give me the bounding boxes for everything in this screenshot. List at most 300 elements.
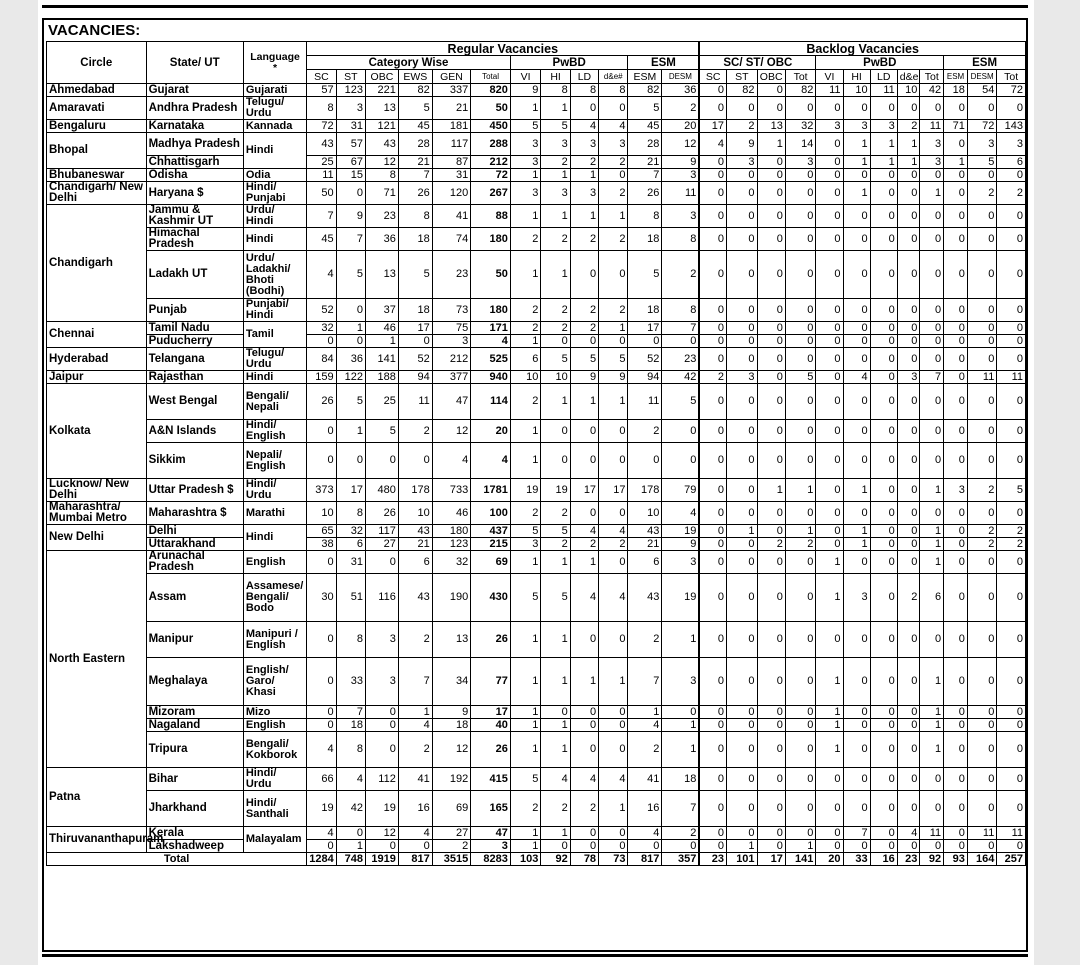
value-cell: 0: [816, 169, 843, 182]
circle-cell: Thiruvananthapuram: [47, 827, 147, 853]
value-cell: 3: [870, 120, 897, 133]
value-cell: 1: [662, 719, 699, 732]
value-cell: 0: [967, 348, 996, 371]
value-cell: 0: [897, 251, 920, 299]
value-cell: 0: [816, 205, 843, 228]
value-cell: 1: [785, 525, 816, 538]
value-cell: 7: [662, 322, 699, 335]
state-cell: Uttar Pradesh $: [146, 479, 243, 502]
table-row: [47, 169, 1026, 182]
value-cell: 0: [785, 502, 816, 525]
value-cell: 0: [757, 251, 785, 299]
value-cell: 0: [997, 205, 1026, 228]
value-cell: 72: [997, 84, 1026, 97]
value-cell: 0: [843, 420, 870, 443]
value-cell: 1: [727, 525, 758, 538]
circle-cell: North Eastern: [47, 551, 147, 768]
value-cell: 1: [870, 156, 897, 169]
value-cell: 2: [599, 182, 628, 205]
value-cell: 212: [471, 156, 511, 169]
value-cell: 4: [843, 371, 870, 384]
value-cell: 0: [816, 384, 843, 420]
value-cell: 1: [785, 840, 816, 853]
value-cell: 5: [541, 574, 570, 622]
value-cell: 69: [471, 551, 511, 574]
value-cell: 4: [897, 827, 920, 840]
value-cell: 43: [307, 133, 336, 156]
value-cell: 79: [662, 479, 699, 502]
value-cell: 0: [897, 205, 920, 228]
value-cell: 1: [336, 322, 365, 335]
value-cell: 0: [944, 384, 968, 420]
value-cell: 0: [967, 840, 996, 853]
value-cell: 7: [843, 827, 870, 840]
state-cell: Bihar: [146, 768, 243, 791]
value-cell: 165: [471, 791, 511, 827]
subheader-reg-5: Total: [471, 70, 511, 84]
value-cell: 1: [541, 827, 570, 840]
value-cell: 0: [997, 732, 1026, 768]
value-cell: 0: [785, 228, 816, 251]
value-cell: 0: [699, 299, 726, 322]
value-cell: 0: [699, 322, 726, 335]
value-cell: 0: [997, 228, 1026, 251]
language-cell: Hindi/ Urdu: [243, 479, 306, 502]
value-cell: 0: [997, 384, 1026, 420]
value-cell: 0: [699, 574, 726, 622]
value-cell: 0: [727, 479, 758, 502]
value-cell: 6: [628, 551, 662, 574]
value-cell: 18: [628, 299, 662, 322]
value-cell: 8: [599, 84, 628, 97]
value-cell: 0: [599, 169, 628, 182]
table-row: [47, 502, 1026, 525]
value-cell: 5: [628, 251, 662, 299]
value-cell: 0: [699, 443, 726, 479]
state-cell: Maharashtra $: [146, 502, 243, 525]
value-cell: 7: [628, 169, 662, 182]
value-cell: 0: [816, 502, 843, 525]
value-cell: 1: [510, 169, 541, 182]
value-cell: 1: [628, 706, 662, 719]
language-cell: Mizo: [243, 706, 306, 719]
table-row: [47, 719, 1026, 732]
total-value-cell: 23: [897, 853, 920, 866]
value-cell: 0: [398, 335, 432, 348]
value-cell: 13: [366, 251, 399, 299]
value-cell: 0: [870, 706, 897, 719]
value-cell: 0: [967, 791, 996, 827]
value-cell: 2: [662, 251, 699, 299]
value-cell: 0: [757, 732, 785, 768]
value-cell: 0: [870, 732, 897, 768]
language-cell: Hindi/ Punjabi: [243, 182, 306, 205]
value-cell: 11: [967, 827, 996, 840]
section-title: VACANCIES:: [48, 22, 141, 39]
value-cell: 8: [366, 169, 399, 182]
value-cell: 0: [757, 97, 785, 120]
value-cell: 122: [336, 371, 365, 384]
value-cell: 1: [541, 622, 570, 658]
value-cell: 43: [366, 133, 399, 156]
value-cell: 0: [307, 551, 336, 574]
value-cell: 25: [307, 156, 336, 169]
value-cell: 4: [307, 827, 336, 840]
total-value-cell: 1284: [307, 853, 336, 866]
value-cell: 2: [398, 420, 432, 443]
table-row: [47, 335, 1026, 348]
state-cell: Ladakh UT: [146, 251, 243, 299]
value-cell: 37: [366, 299, 399, 322]
value-cell: 0: [843, 719, 870, 732]
value-cell: 0: [944, 133, 968, 156]
value-cell: 17: [699, 120, 726, 133]
value-cell: 0: [757, 443, 785, 479]
total-row: [47, 853, 1026, 866]
value-cell: 36: [662, 84, 699, 97]
value-cell: 0: [920, 840, 944, 853]
value-cell: 0: [816, 827, 843, 840]
document-page: [38, 0, 1034, 965]
table-row: [47, 574, 1026, 622]
value-cell: 87: [432, 156, 470, 169]
value-cell: 0: [699, 169, 726, 182]
value-cell: 3: [432, 335, 470, 348]
value-cell: 0: [897, 791, 920, 827]
subheader-reg-3: EWS: [398, 70, 432, 84]
value-cell: 0: [307, 706, 336, 719]
total-value-cell: 748: [336, 853, 365, 866]
value-cell: 5: [570, 348, 598, 371]
value-cell: 18: [944, 84, 968, 97]
value-cell: 32: [432, 551, 470, 574]
value-cell: 11: [997, 827, 1026, 840]
value-cell: 43: [628, 525, 662, 538]
value-cell: 0: [997, 840, 1026, 853]
subheader-reg-9: d&e#: [599, 70, 628, 84]
value-cell: 3: [662, 205, 699, 228]
value-cell: 0: [920, 299, 944, 322]
value-cell: 66: [307, 768, 336, 791]
value-cell: 0: [336, 299, 365, 322]
value-cell: 5: [967, 156, 996, 169]
value-cell: 0: [897, 622, 920, 658]
total-value-cell: 141: [785, 853, 816, 866]
value-cell: 0: [570, 502, 598, 525]
value-cell: 2: [997, 182, 1026, 205]
language-cell: Marathi: [243, 502, 306, 525]
value-cell: 0: [897, 525, 920, 538]
header-language: [243, 42, 306, 84]
value-cell: 1: [870, 133, 897, 156]
value-cell: 32: [307, 322, 336, 335]
value-cell: 0: [599, 827, 628, 840]
value-cell: 0: [997, 348, 1026, 371]
value-cell: 2: [570, 322, 598, 335]
value-cell: 0: [816, 322, 843, 335]
value-cell: 3: [967, 133, 996, 156]
state-cell: Delhi: [146, 525, 243, 538]
value-cell: 0: [897, 551, 920, 574]
value-cell: 116: [366, 574, 399, 622]
value-cell: 0: [727, 205, 758, 228]
value-cell: 0: [920, 791, 944, 827]
value-cell: 16: [398, 791, 432, 827]
value-cell: 3: [510, 156, 541, 169]
value-cell: 0: [870, 840, 897, 853]
value-cell: 5: [510, 120, 541, 133]
value-cell: 52: [307, 299, 336, 322]
value-cell: 4: [599, 120, 628, 133]
value-cell: 1: [336, 420, 365, 443]
value-cell: 0: [699, 228, 726, 251]
value-cell: 3: [541, 182, 570, 205]
table-row: [47, 348, 1026, 371]
value-cell: 0: [757, 658, 785, 706]
value-cell: 77: [471, 658, 511, 706]
value-cell: 19: [662, 574, 699, 622]
value-cell: 0: [897, 299, 920, 322]
value-cell: 5: [510, 768, 541, 791]
value-cell: 0: [897, 169, 920, 182]
total-value-cell: 3515: [432, 853, 470, 866]
subheader-back-2: OBC: [757, 70, 785, 84]
value-cell: 18: [662, 768, 699, 791]
value-cell: 1: [920, 538, 944, 551]
value-cell: 47: [471, 827, 511, 840]
value-cell: 0: [870, 322, 897, 335]
total-value-cell: 1919: [366, 853, 399, 866]
value-cell: 0: [870, 251, 897, 299]
value-cell: 5: [541, 525, 570, 538]
value-cell: 1: [920, 719, 944, 732]
value-cell: 0: [307, 719, 336, 732]
value-cell: 2: [897, 574, 920, 622]
value-cell: 26: [471, 622, 511, 658]
value-cell: 1: [662, 622, 699, 658]
value-cell: 1: [510, 551, 541, 574]
value-cell: 0: [997, 97, 1026, 120]
value-cell: 3: [510, 182, 541, 205]
value-cell: 0: [699, 622, 726, 658]
value-cell: 3: [570, 182, 598, 205]
value-cell: 20: [471, 420, 511, 443]
value-cell: 5: [510, 574, 541, 622]
value-cell: 7: [307, 205, 336, 228]
value-cell: 1: [599, 384, 628, 420]
value-cell: 0: [967, 706, 996, 719]
value-cell: 0: [944, 658, 968, 706]
value-cell: 23: [432, 251, 470, 299]
circle-cell: Patna: [47, 768, 147, 827]
header-circle: Circle: [47, 42, 147, 84]
table-row: [47, 228, 1026, 251]
value-cell: 2: [398, 622, 432, 658]
value-cell: 212: [432, 348, 470, 371]
value-cell: 0: [785, 384, 816, 420]
value-cell: 2: [628, 732, 662, 768]
value-cell: 1: [843, 133, 870, 156]
total-value-cell: 78: [570, 853, 598, 866]
subheader-reg-4: GEN: [432, 70, 470, 84]
table-row: [47, 251, 1026, 299]
value-cell: 0: [944, 706, 968, 719]
value-cell: 0: [727, 228, 758, 251]
language-cell: English: [243, 719, 306, 732]
value-cell: 57: [307, 84, 336, 97]
circle-cell: New Delhi: [47, 525, 147, 551]
value-cell: 0: [870, 348, 897, 371]
value-cell: 3: [785, 156, 816, 169]
value-cell: 0: [944, 182, 968, 205]
value-cell: 0: [541, 706, 570, 719]
value-cell: 0: [757, 502, 785, 525]
value-cell: 36: [366, 228, 399, 251]
value-cell: 0: [816, 251, 843, 299]
value-cell: 2: [570, 156, 598, 169]
value-cell: 112: [366, 768, 399, 791]
value-cell: 0: [727, 251, 758, 299]
value-cell: 2: [510, 299, 541, 322]
value-cell: 0: [785, 658, 816, 706]
value-cell: 0: [997, 443, 1026, 479]
table-row: [47, 133, 1026, 156]
value-cell: 1: [570, 551, 598, 574]
value-cell: 1: [897, 133, 920, 156]
value-cell: 159: [307, 371, 336, 384]
value-cell: 1: [920, 479, 944, 502]
value-cell: 8: [541, 84, 570, 97]
language-cell: Urdu/ Hindi: [243, 205, 306, 228]
value-cell: 50: [471, 251, 511, 299]
value-cell: 0: [870, 525, 897, 538]
circle-cell: Chandigarh: [47, 205, 147, 322]
value-cell: 0: [870, 169, 897, 182]
value-cell: 0: [699, 205, 726, 228]
value-cell: 2: [628, 420, 662, 443]
value-cell: 1: [599, 205, 628, 228]
circle-cell: Ahmedabad: [47, 84, 147, 97]
circle-cell: Hyderabad: [47, 348, 147, 371]
value-cell: 1: [510, 706, 541, 719]
header-pwbd: PwBD: [510, 56, 628, 70]
value-cell: 0: [816, 840, 843, 853]
value-cell: 2: [541, 156, 570, 169]
value-cell: 450: [471, 120, 511, 133]
value-cell: 0: [727, 658, 758, 706]
value-cell: 94: [628, 371, 662, 384]
value-cell: 0: [699, 551, 726, 574]
value-cell: 1: [570, 658, 598, 706]
value-cell: 0: [870, 551, 897, 574]
value-cell: 0: [570, 827, 598, 840]
value-cell: 1: [541, 551, 570, 574]
value-cell: 3: [510, 133, 541, 156]
value-cell: 8: [336, 622, 365, 658]
table-row: [47, 205, 1026, 228]
value-cell: 1: [920, 732, 944, 768]
total-value-cell: 33: [843, 853, 870, 866]
value-cell: 45: [398, 120, 432, 133]
subheader-back-4: VI: [816, 70, 843, 84]
value-cell: 4: [570, 768, 598, 791]
value-cell: 32: [336, 525, 365, 538]
value-cell: 69: [432, 791, 470, 827]
value-cell: 43: [398, 574, 432, 622]
value-cell: 1: [816, 574, 843, 622]
total-value-cell: 93: [944, 853, 968, 866]
value-cell: 1: [570, 169, 598, 182]
table-row: [47, 840, 1026, 853]
value-cell: 0: [336, 182, 365, 205]
value-cell: 3: [920, 133, 944, 156]
header-backlog-esm: ESM: [944, 56, 1026, 70]
value-cell: 8: [398, 205, 432, 228]
table-row: [47, 658, 1026, 706]
value-cell: 178: [398, 479, 432, 502]
value-cell: 1781: [471, 479, 511, 502]
value-cell: 121: [366, 120, 399, 133]
header-backlog: Backlog Vacancies: [699, 42, 1025, 56]
value-cell: 1: [510, 732, 541, 768]
table-row: [47, 622, 1026, 658]
value-cell: 2: [967, 182, 996, 205]
value-cell: 0: [897, 335, 920, 348]
state-cell: Himachal Pradesh: [146, 228, 243, 251]
value-cell: 0: [757, 299, 785, 322]
value-cell: 0: [816, 768, 843, 791]
value-cell: 8: [307, 97, 336, 120]
value-cell: 0: [967, 251, 996, 299]
value-cell: 0: [628, 335, 662, 348]
circle-cell: Lucknow/ New Delhi: [47, 479, 147, 502]
value-cell: 4: [336, 768, 365, 791]
value-cell: 0: [897, 322, 920, 335]
state-cell: Haryana $: [146, 182, 243, 205]
value-cell: 0: [699, 525, 726, 538]
value-cell: 4: [599, 525, 628, 538]
value-cell: 5: [398, 97, 432, 120]
value-cell: 14: [785, 133, 816, 156]
value-cell: 0: [816, 182, 843, 205]
value-cell: 46: [366, 322, 399, 335]
value-cell: 0: [816, 371, 843, 384]
value-cell: 2: [599, 299, 628, 322]
value-cell: 7: [920, 371, 944, 384]
value-cell: 0: [870, 205, 897, 228]
value-cell: 0: [870, 228, 897, 251]
value-cell: 1: [816, 732, 843, 768]
value-cell: 2: [662, 97, 699, 120]
value-cell: 0: [366, 551, 399, 574]
value-cell: 0: [785, 622, 816, 658]
value-cell: 0: [870, 827, 897, 840]
language-cell: Urdu/ Ladakhi/ Bhoti (Bodhi): [243, 251, 306, 299]
value-cell: 0: [336, 443, 365, 479]
value-cell: 0: [727, 538, 758, 551]
value-cell: 0: [843, 348, 870, 371]
value-cell: 0: [870, 443, 897, 479]
value-cell: 6: [336, 538, 365, 551]
value-cell: 0: [662, 706, 699, 719]
value-cell: 9: [727, 133, 758, 156]
header-language-label: Language: [250, 50, 300, 63]
value-cell: 0: [336, 335, 365, 348]
value-cell: 10: [541, 371, 570, 384]
value-cell: 4: [307, 251, 336, 299]
header-regular: Regular Vacancies: [307, 42, 700, 56]
value-cell: 0: [816, 228, 843, 251]
